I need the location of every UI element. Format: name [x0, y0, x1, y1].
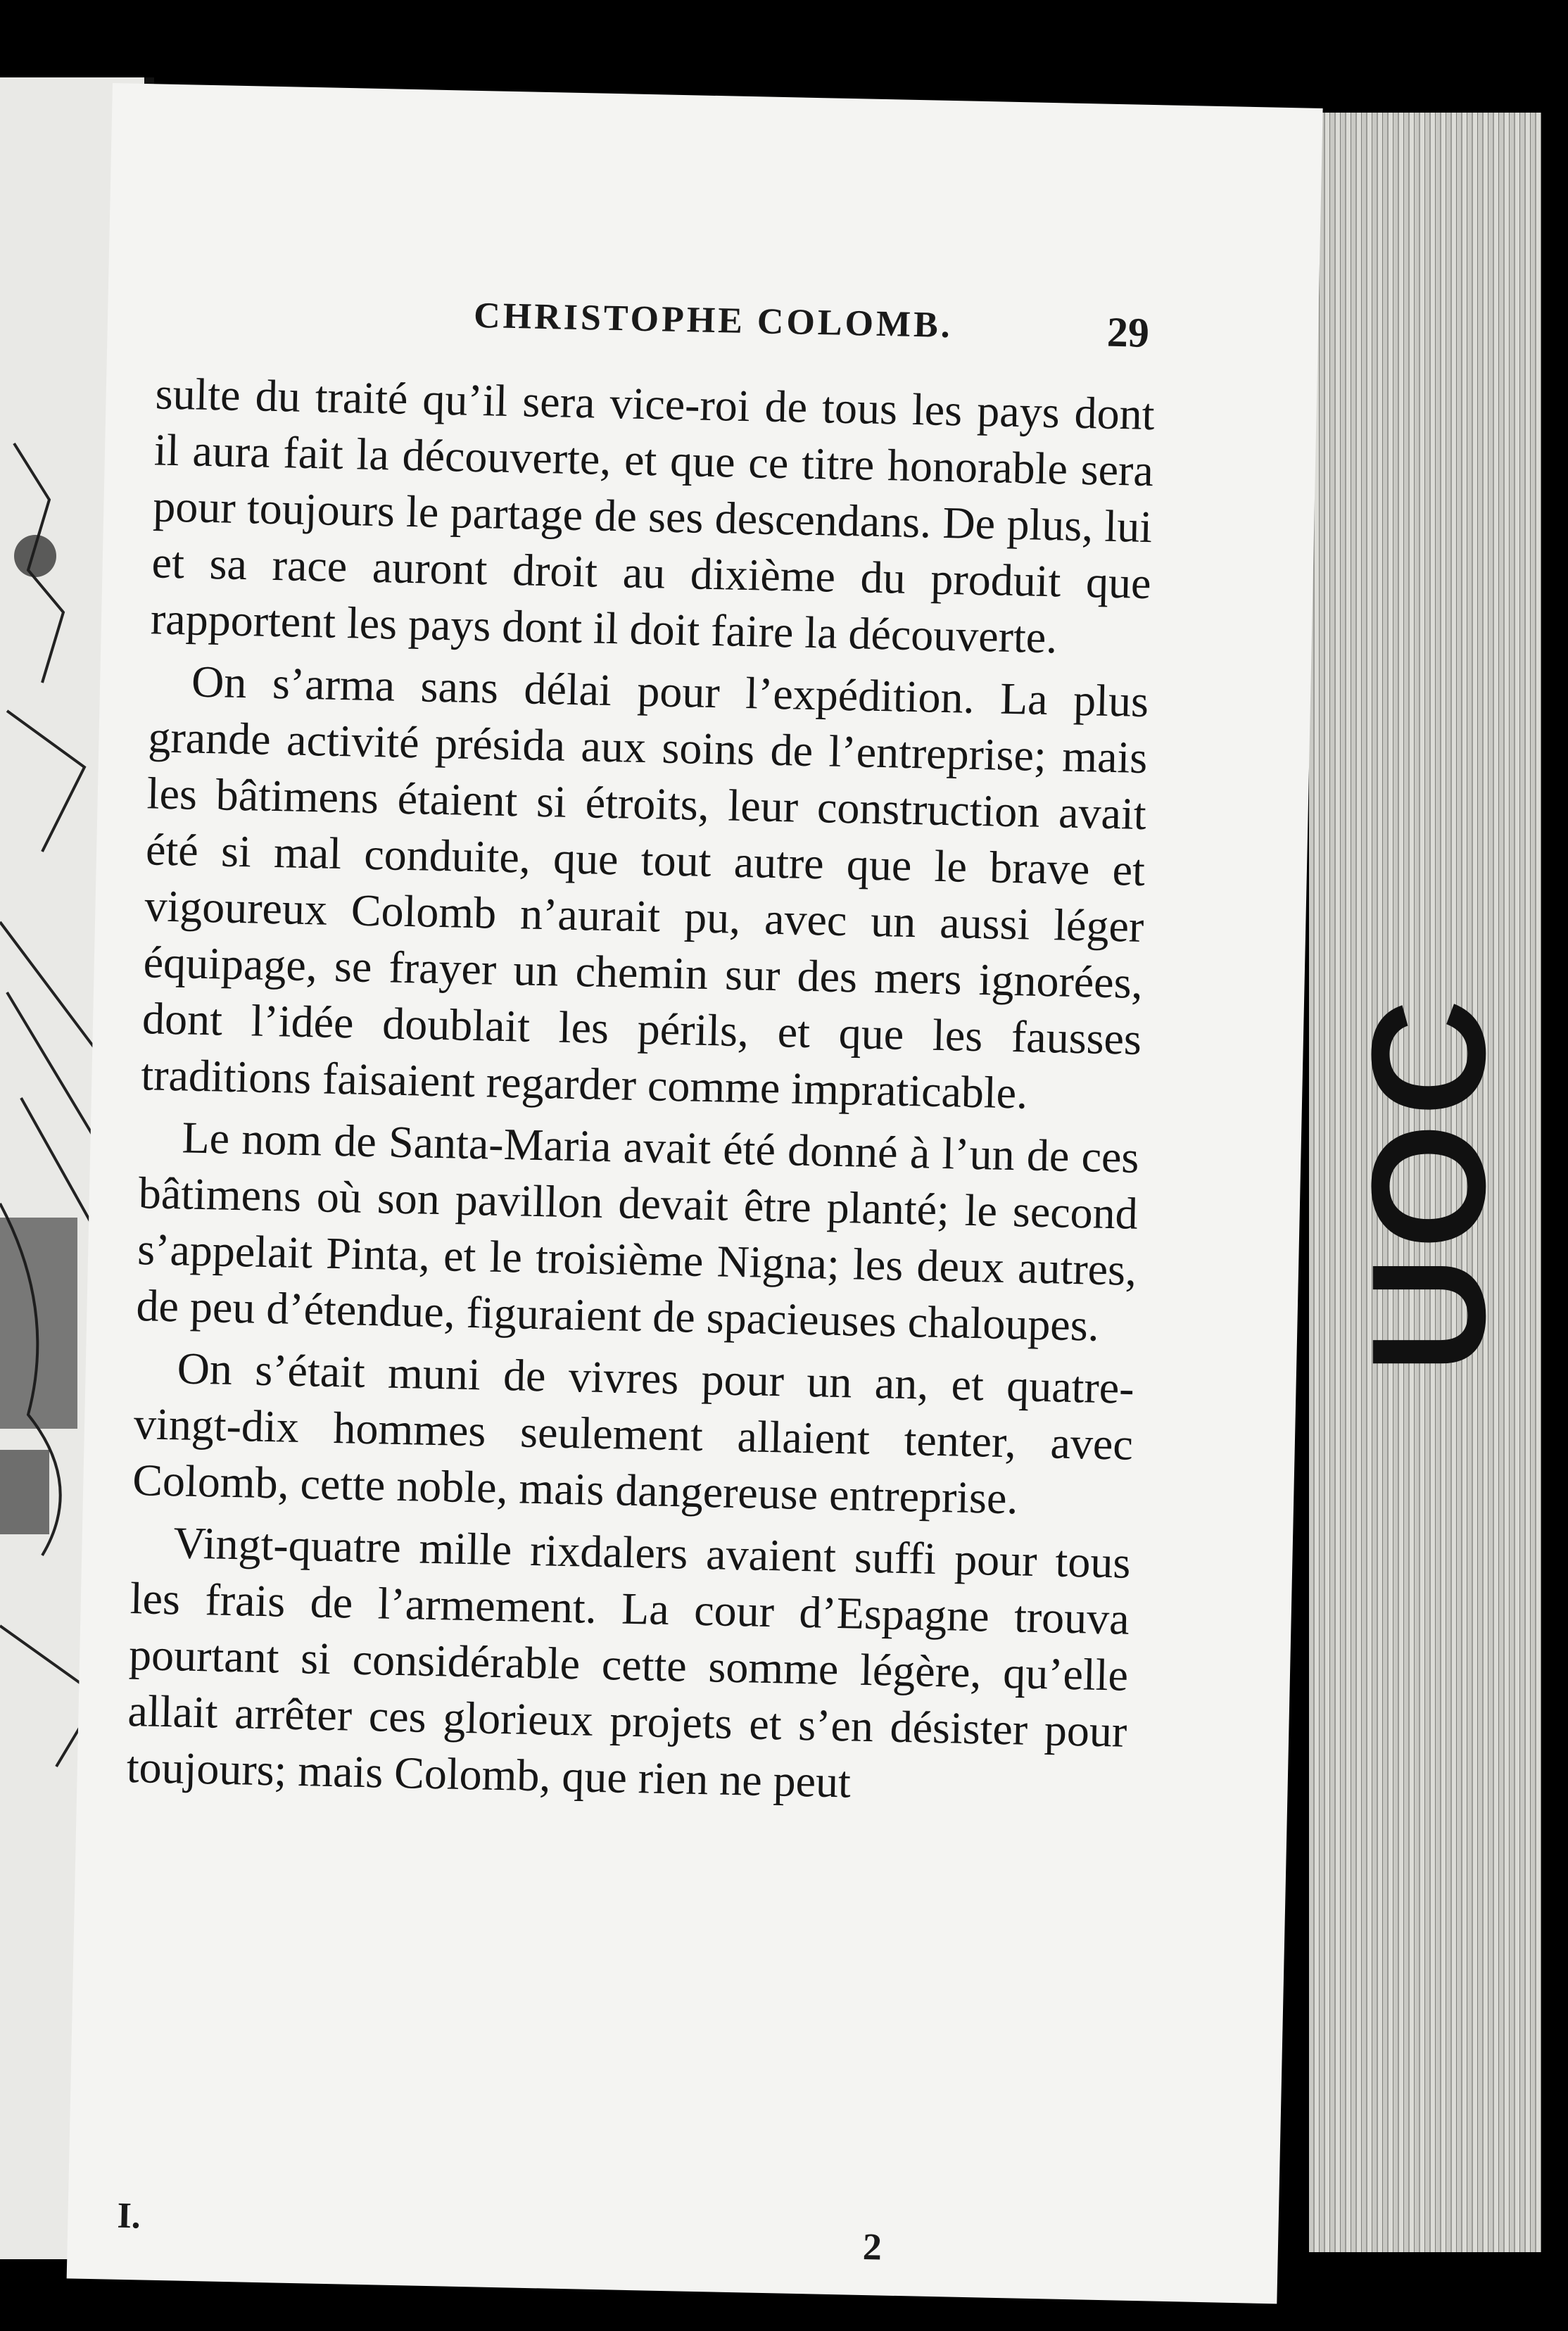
signature-number: 2 — [862, 2225, 883, 2268]
paragraph: On s’était muni de vivres pour un an, et quatre-vingt-dix hommes seulement allaient tenter, avec Colomb, cette noble, mais dangereuse entreprise. — [132, 1343, 1135, 1524]
running-head: CHRISTOPHE COLOMB. — [473, 295, 954, 346]
page-number: 29 — [1106, 308, 1150, 356]
paragraph: On s’arma sans délai pour l’expédition. La plus grande activité présida aux soins de l’entreprise; mais les bâtimens étaient si étroits, leur construction avait été si mal conduite, que tout autre que le brave et vigoureux Colomb n’aurait pu, avec un aussi léger équipage, se frayer un chemin sur des mers ignorées, dont l’idée doublait les périls, et que les fausses traditions faisaient regarder comme impraticable. — [140, 656, 1149, 1118]
paragraph: Vingt-quatre mille rixdalers avaient suffi pour tous les frais de l’armement. La cour d’Espagne trouva pourtant si considérable cette somme légère, qu’elle allait arrêter ces glorieux projets et s’en désister pour toujours; mais Colomb, que rien ne peut — [126, 1517, 1132, 1807]
paragraph: sulte du traité qu’il sera vice-roi de tous les pays dont il aura fait la découverte, et que ce titre honorable sera pour toujours le partage de ses descendans. De plus, lui et sa race auront droit au dixième du produit que rapportent les pays dont il doit faire la découverte. — [150, 368, 1156, 663]
body-text — [126, 365, 1155, 1821]
edge-stamp-text: UOC — [1338, 992, 1519, 1373]
book-page — [67, 83, 1323, 2304]
signature-mark: I. — [116, 2195, 141, 2237]
edge-stamp — [1323, 936, 1534, 1429]
paragraph: Le nom de Santa-Maria avait été donné à l’un de ces bâtimens où son pavillon devait être planté; le second s’appelait Pinta, et le troisième Nigna; les deux autres, de peu d’étendue, figuraient de spacieuses chaloupes. — [135, 1112, 1140, 1351]
